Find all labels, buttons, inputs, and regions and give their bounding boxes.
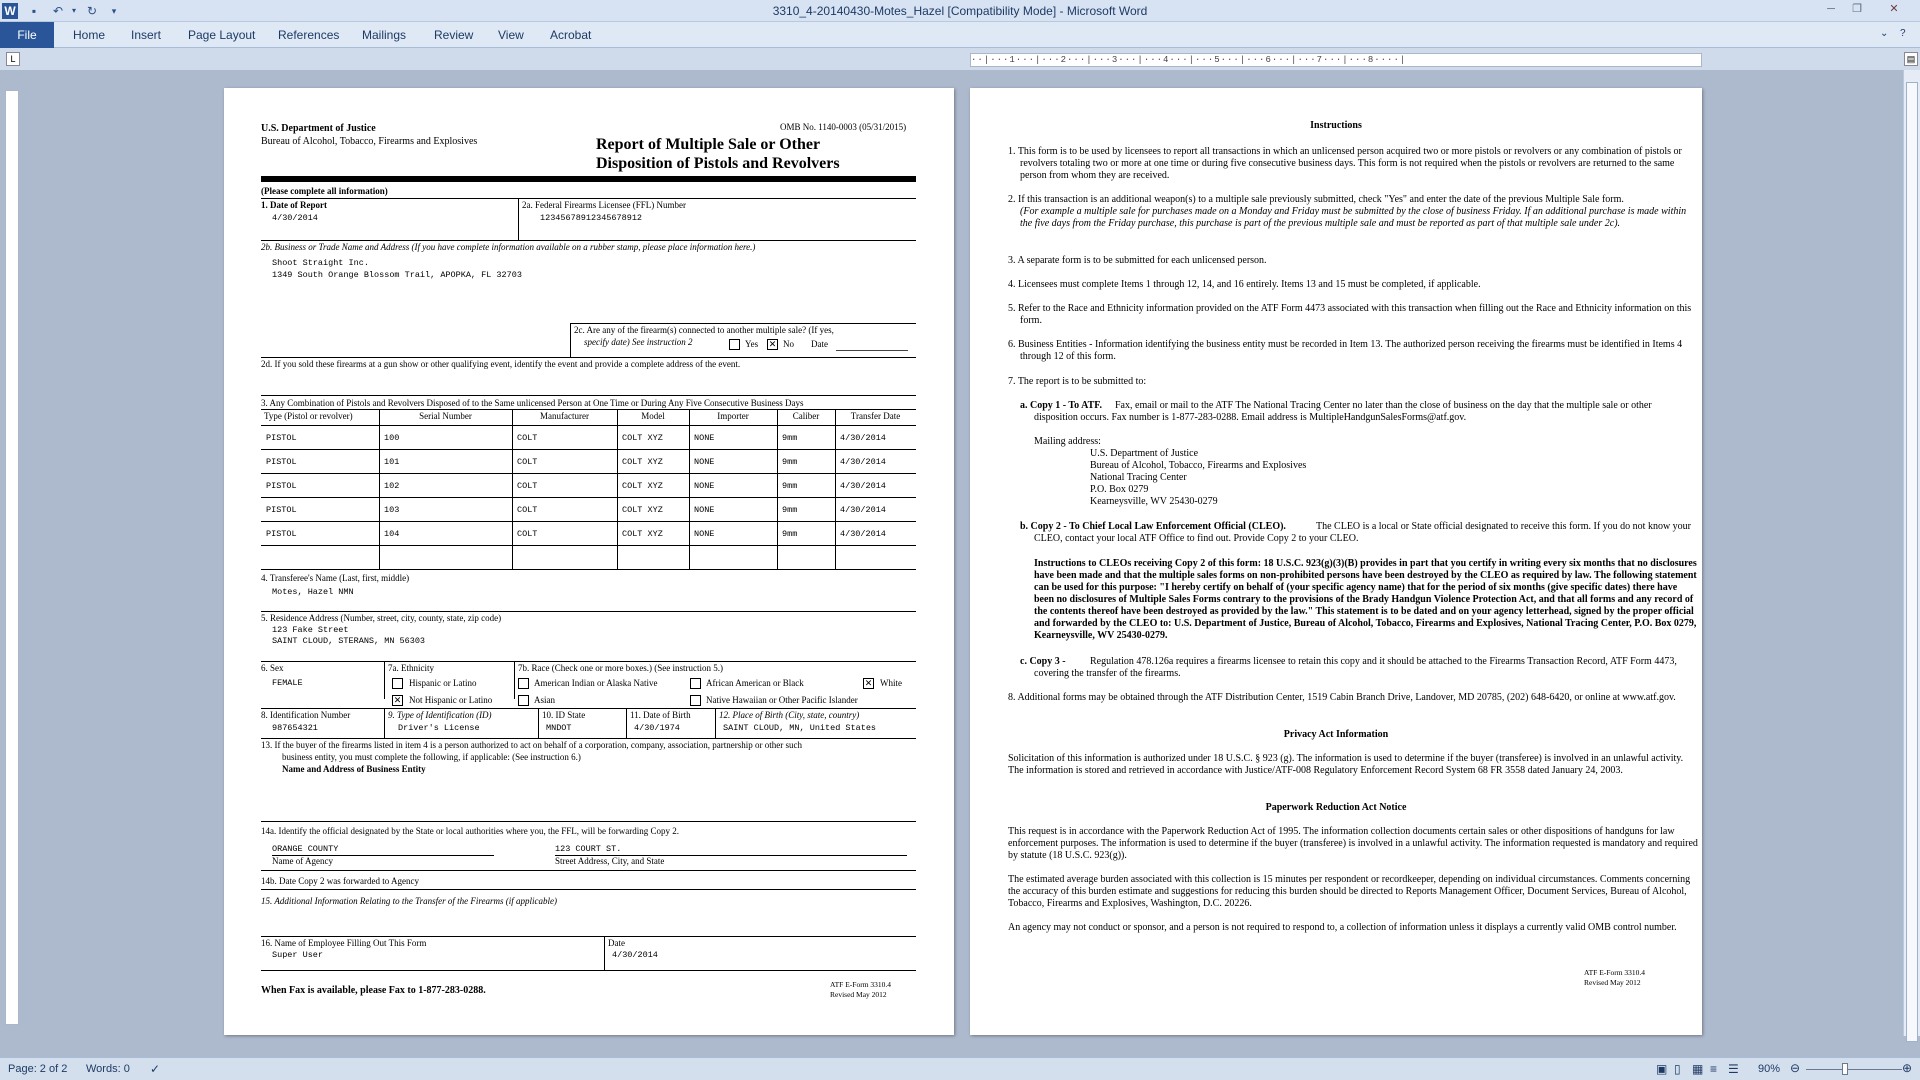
race-nhpi-label: Native Hawaiian or Other Pacific Islander (706, 695, 858, 705)
instruction-5: 5. Refer to the Race and Ethnicity information provided on the ATF Form 4473 associated with this transaction when filling out the Race and Ethnicity information on this form. (1008, 303, 1692, 326)
instruction-1: 1. This form is to be used by licensees to report all transactions in which an unlicensed person acquired two or more pistols or revolvers or any combination of pistols or revolvers totaling two or more at one time or during five consecutive business days. This form is not required when the pistols or revolvers are returned to the same person from whom they are received. (1008, 146, 1682, 181)
mail-line-3: National Tracing Center (1090, 472, 1187, 483)
race-aian-label: American Indian or Alaska Native (534, 678, 658, 688)
f16-label: 16. Name of Employee Filling Out This Form (261, 938, 427, 948)
agency-name-label: Name of Agency (272, 856, 333, 866)
table-row-divider (261, 425, 916, 426)
tab-selector-icon[interactable]: L (6, 52, 20, 66)
instruction-7c-head: c. Copy 3 - (1020, 656, 1066, 667)
prn-title: Paperwork Reduction Act Notice (1265, 802, 1407, 813)
firearms-table (261, 409, 916, 569)
form-date[interactable]: 4/30/2014 (612, 950, 658, 960)
date-of-birth[interactable]: 4/30/1974 (634, 723, 680, 733)
cell-serial-number[interactable]: 101 (384, 457, 400, 467)
f1-label: 1. Date of Report (261, 200, 327, 210)
cell-manufacturer[interactable]: COLT (517, 505, 538, 515)
minimize-icon[interactable]: ─ (1827, 3, 1835, 15)
tab-acrobat[interactable]: Acrobat (550, 28, 592, 42)
race-white-label: White (880, 678, 902, 688)
privacy-text: Solicitation of this information is authorized under 18 U.S.C. § 923 (g). The information is used to determine if the buyer (transferee) is involved in an unlawful activity. The information is stored and retrieved in accordance with Justice/ATF-008 Regulatory Enforcement Record System 68 FR 3558 dated January 24, 2003. (1008, 753, 1684, 776)
cell-type[interactable]: PISTOL (266, 505, 297, 515)
f2c-no-label: No (783, 339, 794, 349)
instruction-6: 6. Business Entities - Information identifying the business entity must be recorded in Item 13. The authorized person receiving the firearms must be identified in Items 4 through 12 of this form. (1008, 339, 1683, 362)
cell-transfer-date[interactable]: 4/30/2014 (840, 457, 886, 467)
agency-address-label: Street Address, City, and State (555, 856, 665, 866)
cell-importer[interactable]: NONE (694, 529, 715, 539)
form-number: ATF E-Form 3310.4 (830, 980, 892, 989)
zoom-in-icon[interactable]: ⊕ (1902, 1061, 1913, 1075)
sex-value[interactable]: FEMALE (272, 678, 303, 688)
header-importer: Importer (717, 411, 749, 421)
f2a-label: 2a. Federal Firearms Licensee (FFL) Number (522, 200, 686, 210)
tab-page-layout[interactable]: Page Layout (188, 28, 256, 42)
cell-manufacturer[interactable]: COLT (517, 433, 538, 443)
header-caliber: Caliber (792, 411, 820, 421)
cell-type[interactable]: PISTOL (266, 457, 297, 467)
maximize-icon[interactable]: ❐ (1852, 3, 1862, 15)
race-black-label: African American or Black (706, 678, 804, 688)
employee-name[interactable]: Super User (272, 950, 324, 960)
dept-name: U.S. Department of Justice (261, 123, 376, 134)
tab-mailings[interactable]: Mailings (362, 28, 407, 42)
vertical-ruler[interactable] (5, 90, 19, 1025)
cell-manufacturer[interactable]: COLT (517, 481, 538, 491)
window-title: 3310_4-20140430-Motes_Hazel [Compatibility Mode] - Microsoft Word (772, 4, 1148, 18)
mail-line-1: U.S. Department of Justice (1090, 448, 1199, 459)
mailing-label: Mailing address: (1034, 436, 1101, 447)
page-count[interactable]: Page: 2 of 2 (8, 1063, 68, 1075)
date-of-report[interactable]: 4/30/2014 (272, 213, 318, 223)
cell-manufacturer[interactable]: COLT (517, 457, 538, 467)
cell-serial-number[interactable]: 104 (384, 529, 400, 539)
instruction-7b: The CLEO is a local or State official designated to receive this form. If you do not know your CLEO, contact your local ATF Office to find out. Provide Copy 2 to your CLEO. (1034, 521, 1691, 544)
instruction-2: 2. If this transaction is an additional weapon(s) to a multiple sale previously submitted, check "Yes" and enter the date of the previous Multiple Sale form. (1008, 194, 1624, 205)
f11-label: 11. Date of Birth (630, 710, 691, 720)
help-icon[interactable]: ? (1900, 28, 1906, 39)
table-row-divider (261, 521, 916, 522)
cell-model[interactable]: COLT XYZ (622, 457, 663, 467)
full-screen-reading-icon[interactable]: ▯ (1674, 1062, 1681, 1076)
cell-serial-number[interactable]: 103 (384, 505, 400, 515)
cell-transfer-date[interactable]: 4/30/2014 (840, 529, 886, 539)
f13-label: 13. If the buyer of the firearms listed in item 4 is a person authorized to act on behalf of a corporation, company, association, partnership or other such (261, 740, 802, 750)
f2c-date-label: Date (811, 339, 828, 349)
mail-line-2: Bureau of Alcohol, Tobacco, Firearms and Explosives (1090, 460, 1307, 471)
header-model: Model (641, 411, 665, 421)
prn-text-2: The estimated average burden associated with this collection is 15 minutes per respondent or recordkeeper, depending on individual circumstances. Comments concerning the accuracy of this burden estimate and suggestions for reducing this burden should be directed to Reports Management Officer, Document Services, Bureau of Alcohol, Tobacco, Firearms and Explosives, Washington, D.C. 20226. (1008, 874, 1691, 909)
f9-label: 9. Type of Identification (ID) (388, 710, 492, 720)
cell-manufacturer[interactable]: COLT (517, 529, 538, 539)
undo-dropdown-icon[interactable]: ▾ (71, 6, 76, 15)
race-asian-label: Asian (534, 695, 555, 705)
race-nhpi-checkbox[interactable] (690, 695, 701, 706)
title-bar (0, 0, 1920, 22)
zoom-out-icon[interactable]: ⊖ (1790, 1061, 1801, 1075)
header-type: Type (Pistol or revolver) (264, 411, 353, 421)
word-app-icon[interactable]: W (2, 3, 18, 19)
header-serial-number: Serial Number (419, 411, 472, 421)
cell-model[interactable]: COLT XYZ (622, 481, 663, 491)
f13-sublabel: Name and Address of Business Entity (282, 764, 426, 774)
f15-label: 15. Additional Information Relating to the Transfer of the Firearms (if applicable) (261, 896, 557, 906)
instructions-title: Instructions (1310, 120, 1362, 131)
hispanic-checkbox[interactable] (392, 678, 403, 689)
instruction-7a-head: a. Copy 1 - To ATF. (1020, 400, 1102, 411)
id-state[interactable]: MNDOT (546, 723, 572, 733)
f6-label: 6. Sex (261, 663, 284, 673)
cell-type[interactable]: PISTOL (266, 481, 297, 491)
cell-caliber[interactable]: 9mm (782, 529, 798, 539)
form-title-line1: Report of Multiple Sale or Other (596, 136, 821, 153)
vertical-scrollbar[interactable] (1903, 70, 1920, 1036)
race-aian-checkbox[interactable] (518, 678, 529, 689)
mail-line-5: Kearneysville, WV 25430-0279 (1090, 496, 1218, 507)
table-row-divider (261, 449, 916, 450)
prn-text-3: An agency may not conduct or sponsor, and a person is not required to respond to, a collection of information unless it displays a currently valid OMB control number. (1008, 922, 1677, 933)
prn-text-1: This request is in accordance with the Paperwork Reduction Act of 1995. The information collection documents certain sales or other dispositions of handguns for law enforcement purposes. The information is used to determine if the buyer (transferee) is involved in a unlawful activity. The information requested is mandatory and required by statute (18 U.S.C. 923(g)). (1008, 826, 1698, 861)
not-hispanic-checkbox[interactable]: ✕ (393, 695, 402, 705)
f10-label: 10. ID State (542, 710, 586, 720)
f4-label: 4. Transferee's Name (Last, first, middle) (261, 573, 410, 583)
ribbon-expand-icon[interactable]: ⌄ (1880, 28, 1889, 39)
cleo-instructions: Instructions to CLEOs receiving Copy 2 of this form: 18 U.S.C. 923(g)(3)(B) provides in part that you certify in writing every six months that no disclosures have been made and that the multiple sales forms on non-prohibited persons have been destroyed by the CLEO as required by law. The following statement can be used for this purpose: "I hereby certify on behalf of (your specific agency name) that for the period of six months (give specific dates) there have been no disclosures of Multiple Sales Forms contrary to the provisions of the Brady Handgun Violence Protection Act, and that all forms and any record of the contents thereof have been destroyed as provided by the law." This statement is to be dated and on your agency letterhead, signed by the proper official and forwarded by the CLEO to: U.S. Department of Justice, Bureau of Alcohol, Tobacco, Firearms and Explosives, National Tracing Center, P.O. Box 0279, Kearneysville, WV 25430-0279. (1034, 558, 1697, 641)
date-label: Date (608, 938, 625, 948)
agency-name[interactable]: ORANGE COUNTY (272, 844, 339, 854)
race-white-checkbox[interactable]: ✕ (864, 678, 873, 688)
business-address[interactable]: 1349 South Orange Blossom Trail, APOPKA, FL 32703 (272, 270, 522, 280)
cell-caliber[interactable]: 9mm (782, 433, 798, 443)
close-icon[interactable]: ✕ (1889, 3, 1899, 15)
f5-label: 5. Residence Address (Number, street, city, county, state, zip code) (261, 613, 502, 623)
tab-review[interactable]: Review (434, 28, 474, 42)
header-transfer-date: Transfer Date (850, 411, 901, 421)
cell-serial-number[interactable]: 100 (384, 433, 400, 443)
id-type[interactable]: Driver's License (398, 723, 480, 733)
f13-label2: business entity, you must complete the following, if applicable: (See instruction 6.) (282, 752, 581, 762)
view-ruler-icon[interactable]: ▤ (1904, 52, 1918, 66)
proofing-icon[interactable]: ✓ (150, 1062, 161, 1076)
word-count[interactable]: Words: 0 (86, 1063, 130, 1075)
cell-model[interactable]: COLT XYZ (622, 433, 663, 443)
business-name[interactable]: Shoot Straight Inc. (272, 258, 369, 268)
f3-label: 3. Any Combination of Pistols and Revolvers Disposed of to the Same unlicensed Person at One Time or During Any Five Consecutive Business Days (261, 398, 804, 408)
f8-label: 8. Identification Number (261, 710, 351, 720)
cell-importer[interactable]: NONE (694, 433, 715, 443)
ribbon-tabs (0, 22, 1920, 48)
tab-insert[interactable]: Insert (131, 28, 162, 42)
instructions-page (970, 88, 1702, 1035)
form-title-line2: Disposition of Pistols and Revolvers (596, 155, 840, 172)
p2-form-revision: Revised May 2012 (1584, 978, 1641, 987)
race-asian-checkbox[interactable] (518, 695, 529, 706)
cell-transfer-date[interactable]: 4/30/2014 (840, 481, 886, 491)
omb-number: OMB No. 1140-0003 (05/31/2015) (780, 122, 907, 132)
scrollbar-thumb[interactable] (1906, 82, 1918, 1042)
zoom-slider[interactable] (1806, 1069, 1902, 1070)
not-hispanic-label: Not Hispanic or Latino (409, 695, 493, 705)
id-number[interactable]: 987654321 (272, 723, 318, 733)
hispanic-label: Hispanic or Latino (409, 678, 477, 688)
f2b-label: 2b. Business or Trade Name and Address (If you have complete information available on a rubber stamp, please place information here.) (261, 242, 756, 252)
cell-serial-number[interactable]: 102 (384, 481, 400, 491)
cell-importer[interactable]: NONE (694, 457, 715, 467)
transferee-name[interactable]: Motes, Hazel NMN (272, 587, 354, 597)
place-of-birth[interactable]: SAINT CLOUD, MN, United States (723, 723, 877, 733)
print-layout-icon[interactable]: ▣ (1656, 1062, 1668, 1076)
table-row-divider (261, 545, 916, 546)
status-bar (0, 1057, 1920, 1080)
f2c-yes-label: Yes (745, 339, 759, 349)
f14a-label: 14a. Identify the official designated by the State or local authorities where you, the FFL, will be forwarding Copy 2. (261, 826, 679, 836)
header-manufacturer: Manufacturer (540, 411, 589, 421)
customize-toolbar-icon[interactable]: ▾ (111, 6, 117, 16)
mail-line-4: P.O. Box 0279 (1090, 484, 1149, 495)
f2c-label2: specify date) See instruction 2 (584, 337, 693, 347)
cell-transfer-date[interactable]: 4/30/2014 (840, 505, 886, 515)
cell-type[interactable]: PISTOL (266, 433, 297, 443)
cell-importer[interactable]: NONE (694, 481, 715, 491)
save-icon[interactable]: ▪ (31, 4, 37, 18)
instruction-8: 8. Additional forms may be obtained through the ATF Distribution Center, 1519 Cabin Branch Drive, Landover, MD 20785, (202) 648-6420, or online at www.atf.gov. (1008, 692, 1676, 703)
residence-street[interactable]: 123 Fake Street (272, 625, 349, 635)
instruction-4: 4. Licensees must complete Items 1 through 12, 14, and 16 entirely. Items 13 and 15 must be completed, if applicable. (1008, 279, 1481, 290)
tab-home[interactable]: Home (73, 28, 106, 42)
bureau-name: Bureau of Alcohol, Tobacco, Firearms and Explosives (261, 136, 478, 147)
f2d-label: 2d. If you sold these firearms at a gun show or other qualifying event, identify the event and provide a complete address of the event. (261, 359, 741, 369)
draft-icon[interactable]: ☰ (1728, 1062, 1739, 1076)
tab-view[interactable]: View (498, 28, 524, 42)
zoom-slider-thumb[interactable] (1842, 1063, 1848, 1075)
redo-icon[interactable]: ↻ (86, 4, 98, 18)
form-revision: Revised May 2012 (830, 990, 887, 999)
header-rule (261, 176, 916, 182)
cell-type[interactable]: PISTOL (266, 529, 297, 539)
agency-address[interactable]: 123 COURT ST. (555, 844, 622, 854)
cell-caliber[interactable]: 9mm (782, 457, 798, 467)
fax-note: When Fax is available, please Fax to 1-877-283-0288. (261, 985, 486, 996)
cell-transfer-date[interactable]: 4/30/2014 (840, 433, 886, 443)
zoom-level[interactable]: 90% (1758, 1063, 1781, 1075)
instruction-2-example: (For example a multiple sale for purchases made on a Monday and Friday must be submitted by the close of business Friday. If an additional purchase is made within the five days from the Friday purchase, this purchase is part of the previous multiple sale and must be reported as part of that multiple sale under 2c). (1020, 206, 1687, 229)
privacy-title: Privacy Act Information (1283, 729, 1389, 740)
cell-model[interactable]: COLT XYZ (622, 529, 663, 539)
f7a-label: 7a. Ethnicity (388, 663, 434, 673)
cell-caliber[interactable]: 9mm (782, 481, 798, 491)
instruction-7a: Fax, email or mail to the ATF The National Tracing Center no later than the close of business on the day that the multiple sale or other disposition occurs. Fax number is 1-877-283-0288. Email address is MultipleHandgunSalesForms@atf.gov. (1034, 400, 1652, 423)
horizontal-ruler[interactable]: ··|···1···|···2···|···3···|···4···|···5···|···6···|···7···|···8····| (970, 53, 1702, 67)
cell-caliber[interactable]: 9mm (782, 505, 798, 515)
tab-references[interactable]: References (278, 28, 340, 42)
table-row-divider (261, 569, 916, 570)
instruction-3: 3. A separate form is to be submitted for each unlicensed person. (1008, 255, 1267, 266)
ffl-number[interactable]: 12345678912345678912 (540, 213, 643, 223)
table-row-divider (261, 473, 916, 474)
cell-model[interactable]: COLT XYZ (622, 505, 663, 515)
table-row-divider (261, 497, 916, 498)
instruction-7b-head: b. Copy 2 - To Chief Local Law Enforcement Official (CLEO). (1020, 521, 1286, 532)
f7b-label: 7b. Race (Check one or more boxes.) (See instruction 5.) (518, 663, 723, 673)
outline-icon[interactable]: ≡ (1710, 1062, 1718, 1076)
race-black-checkbox[interactable] (690, 678, 701, 689)
cell-importer[interactable]: NONE (694, 505, 715, 515)
web-layout-icon[interactable]: ▦ (1692, 1062, 1704, 1076)
f14b-label: 14b. Date Copy 2 was forwarded to Agency (261, 876, 419, 886)
f2c-no-checkbox[interactable]: ✕ (768, 339, 777, 349)
residence-city[interactable]: SAINT CLOUD, STERANS, MN 56303 (272, 636, 426, 646)
f12-label: 12. Place of Birth (City, state, country) (719, 710, 860, 720)
tab-file[interactable]: File (0, 22, 54, 48)
f2c-yes-checkbox[interactable] (729, 339, 740, 350)
undo-icon[interactable]: ↶ (52, 4, 64, 18)
complete-note: (Please complete all information) (261, 186, 388, 196)
p2-form-number: ATF E-Form 3310.4 (1584, 968, 1646, 977)
form-page (224, 88, 954, 1035)
instruction-7c: Regulation 478.126a requires a firearms licensee to retain this copy and it should be attached to the Firearms Transaction Record, ATF Form 4473, covering the transfer of the firearms. (1034, 656, 1677, 679)
instruction-7: 7. The report is to be submitted to: (1008, 376, 1147, 387)
f2c-label: 2c. Are any of the firearm(s) connected to another multiple sale? (If yes, (574, 325, 834, 335)
